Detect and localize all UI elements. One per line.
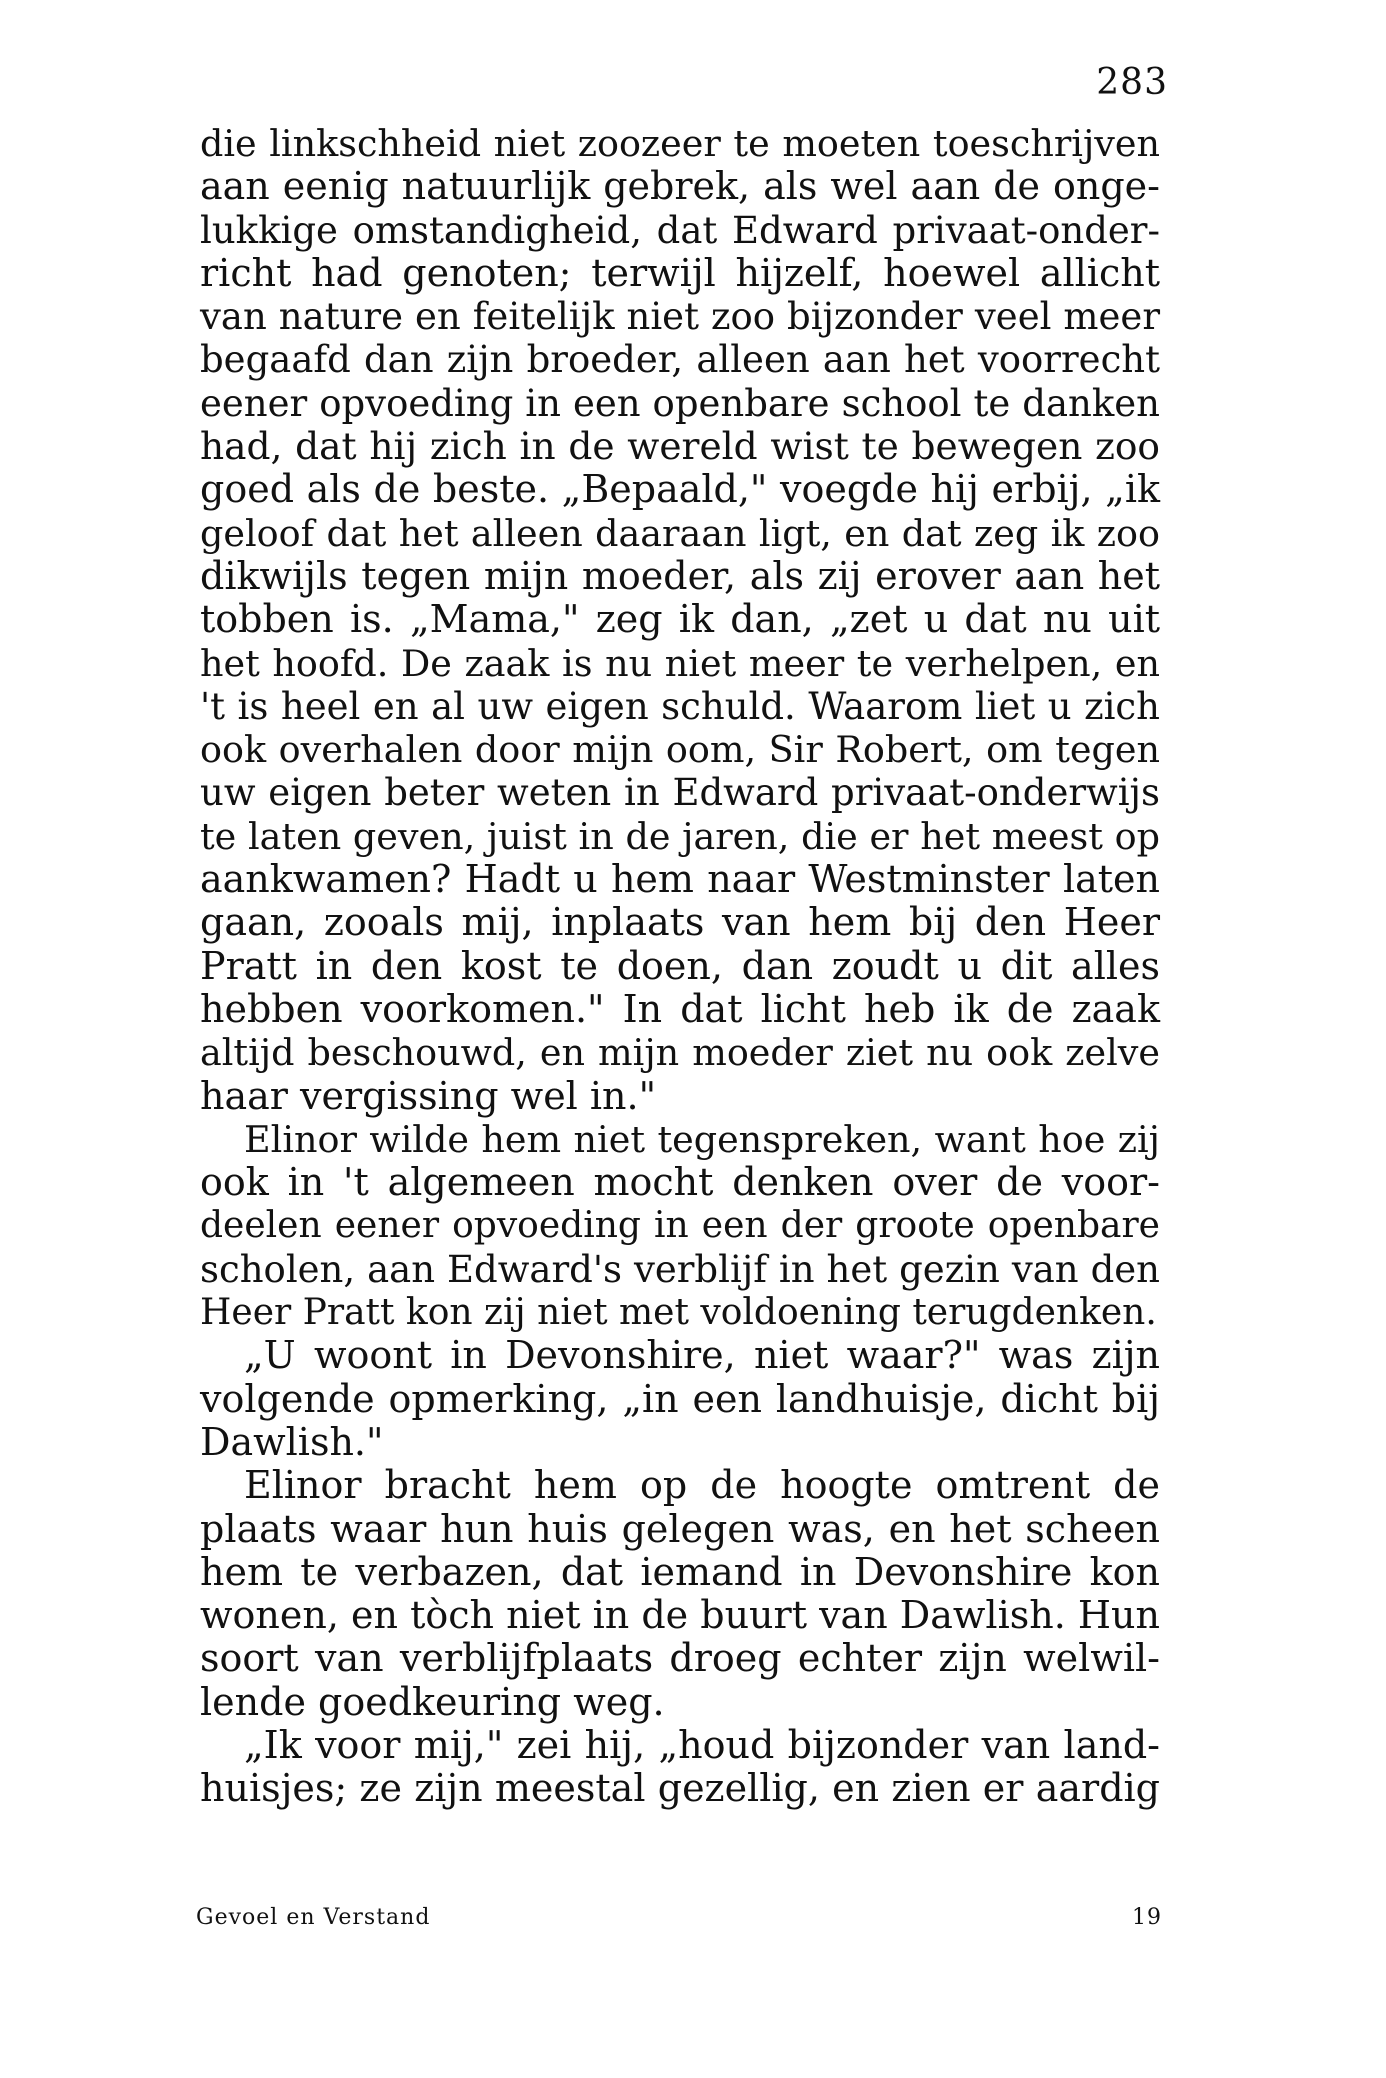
text-line: dikwijls tegen mijn moeder, als zij erover aan het [200,553,1160,598]
text-line: te laten geven, juist in de jaren, die er het meest op [200,814,1160,858]
text-line: scholen, aan Edward's verblijf in het gezin van den [200,1247,1160,1291]
text-line: Dawlish." [200,1419,384,1464]
text-line: eener opvoeding in een openbare school te danken [200,381,1160,425]
text-line: deelen eener opvoeding in een der groote openbare [200,1205,1160,1247]
text-line: lende goedkeuring weg. [200,1679,665,1724]
text-line: Elinor bracht hem op de hoogte omtrent de [244,1463,1160,1508]
text-line: „Ik voor mij," zei hij, „houd bijzonder van land- [244,1722,1160,1767]
text-line: ook in 't algemeen mocht denken over de voor- [200,1160,1160,1205]
text-line: gaan, zooals mij, inplaats van hem bij den Heer [200,900,1160,945]
signature-mark: 19 [1132,1905,1162,1930]
text-line: plaats waar hun huis gelegen was, en het scheen [200,1506,1160,1551]
text-line: huisjes; ze zijn meestal gezellig, en zien er aardig [200,1766,1160,1811]
text-line: „U woont in Devonshire, niet waar?" was zijn [244,1333,1160,1378]
text-line: Pratt in den kost te doen, dan zoudt u dit alles [200,943,1160,988]
text-line: het hoofd. De zaak is nu niet meer te verhelpen, en [200,641,1160,685]
text-line: goed als de beste. „Bepaald," voegde hij erbij, „ik [200,467,1160,512]
body-text [200,122,1160,1811]
text-line: uw eigen beter weten in Edward privaat-onderwijs [200,771,1160,815]
text-line: wonen, en tòch niet in de buurt van Dawlish. Hun [200,1593,1160,1638]
book-title: Gevoel en Verstand [196,1905,431,1930]
text-line: 't is heel en al uw eigen schuld. Waarom liet u zich [200,684,1160,728]
page-number: 283 [1096,62,1168,103]
text-line: lukkige omstandigheid, dat Edward privaat-onder- [200,208,1160,252]
text-line: tobben is. „Mama," zeg ik dan, „zet u dat nu uit [200,597,1160,642]
text-line: haar vergissing wel in." [200,1073,657,1118]
text-line: volgende opmerking, „in een landhuisje, dicht bij [200,1376,1160,1421]
text-line: van nature en feitelijk niet zoo bijzonder veel meer [200,295,1160,339]
text-line: hebben voorkomen." In dat licht heb ik de zaak [200,986,1160,1031]
text-line: aan eenig natuurlijk gebrek, als wel aan de onge- [200,164,1160,209]
text-line: aankwamen? Hadt u hem naar Westminster laten [200,857,1160,902]
text-line: ook overhalen door mijn oom, Sir Robert, om tegen [200,728,1160,772]
text-line: soort van verblijfplaats droeg echter zijn welwil- [200,1636,1160,1681]
text-line: geloof dat het alleen daaraan ligt, en dat zeg ik zoo [200,511,1160,555]
text-line: had, dat hij zich in de wereld wist te bewegen zoo [200,424,1160,469]
text-line: die linkschheid niet zoozeer te moeten toeschrijven [200,122,1160,165]
text-line: Elinor wilde hem niet tegenspreken, want hoe zij [244,1117,1160,1161]
text-line: hem te verbazen, dat iemand in Devonshire kon [200,1549,1160,1594]
text-line: begaafd dan zijn broeder, alleen aan het voorrecht [200,338,1160,382]
text-line: altijd beschouwd, en mijn moeder ziet nu ook zelve [200,1031,1160,1075]
text-line: richt had genoten; terwijl hijzelf, hoewel allicht [200,250,1160,295]
text-line: Heer Pratt kon zij niet met voldoening terugdenken. [200,1292,1157,1334]
